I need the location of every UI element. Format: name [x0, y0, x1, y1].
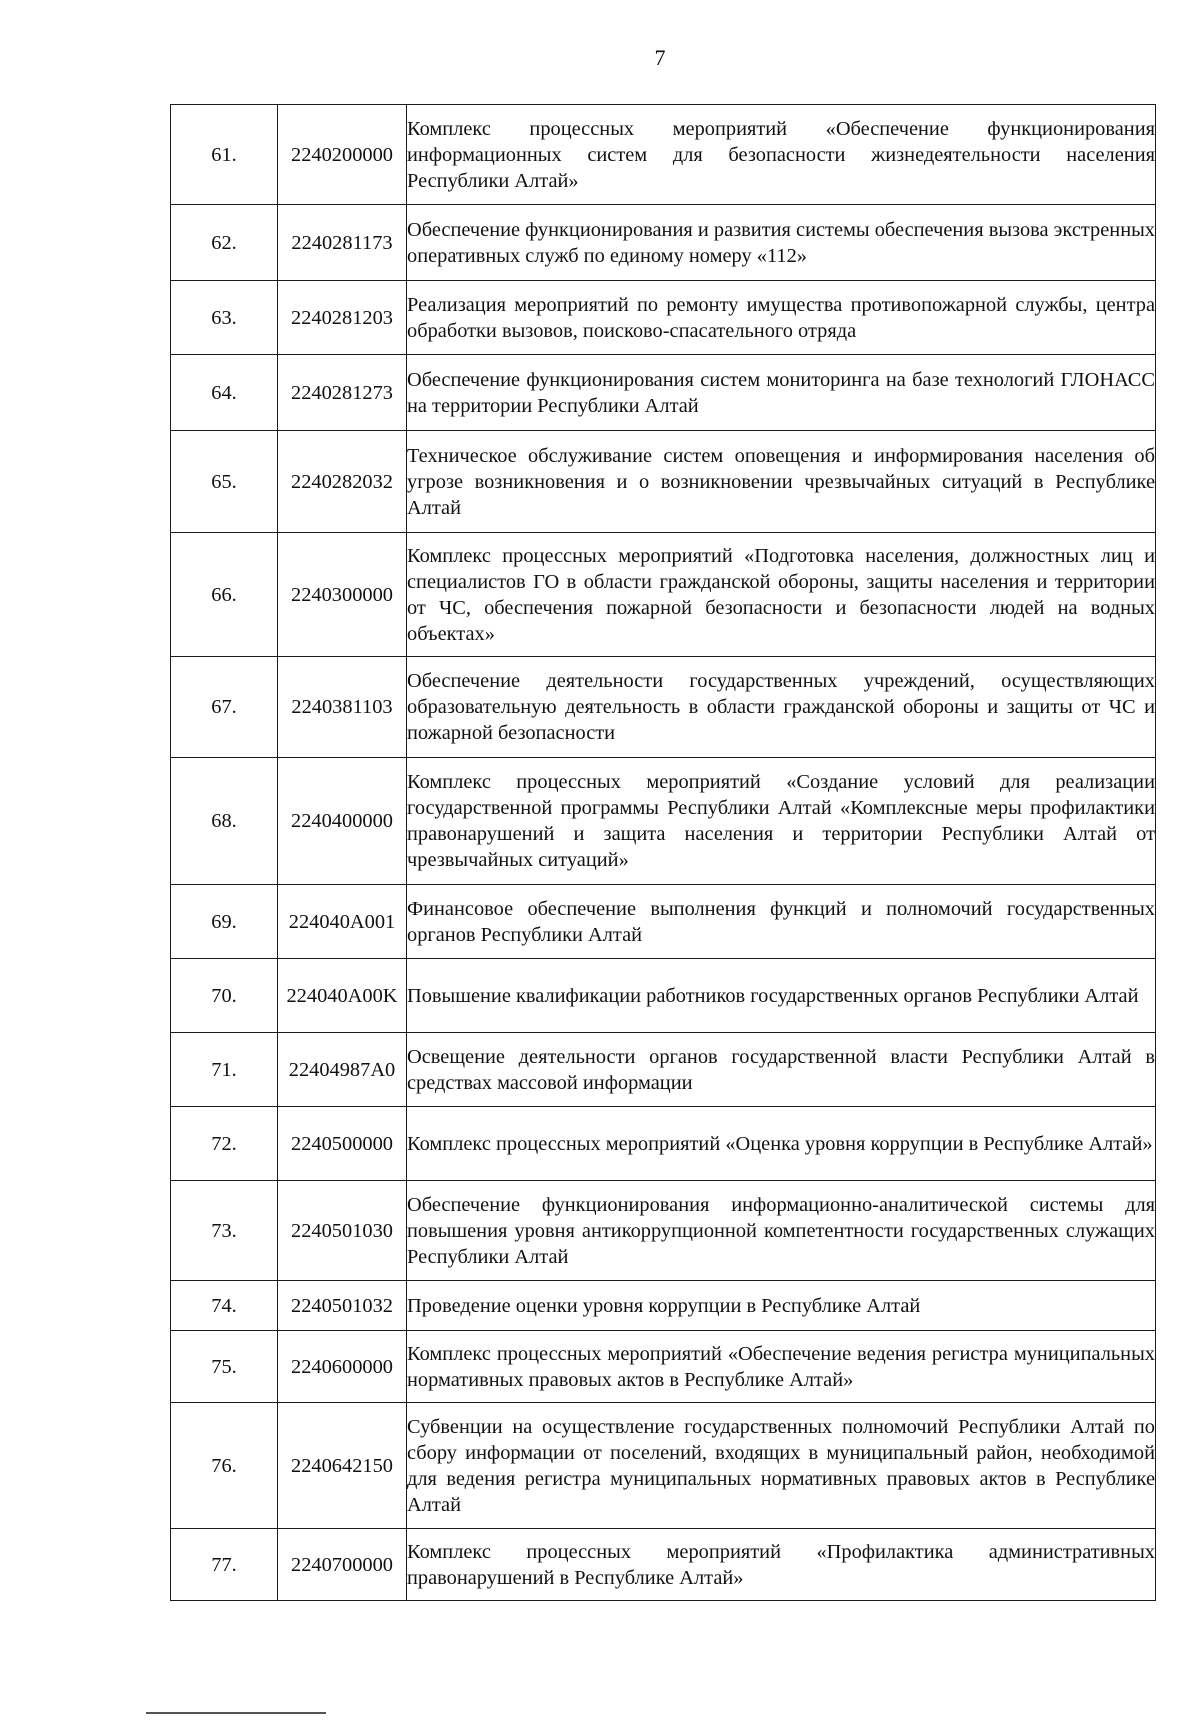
table-row: [171, 533, 1156, 657]
row-code: 22404987A0: [278, 1033, 407, 1107]
row-number: 72.: [171, 1107, 278, 1181]
row-number: 75.: [171, 1331, 278, 1403]
row-description: Комплекс процессных мероприятий «Подготовка населения, должностных лиц и специалистов ГО в области гражданской обороны, защиты населения и территории от ЧС, обеспечения пожарной безопасности и безопасности людей на водных объектах»: [407, 533, 1156, 657]
table-row: [171, 355, 1156, 431]
table-row: [171, 1033, 1156, 1107]
row-description: Комплекс процессных мероприятий «Создание условий для реализации государственной программы Республики Алтай «Комплексные меры профилактики правонарушений и защита населения и территории Республики Алтай от чрезвычайных ситуаций»: [407, 758, 1156, 885]
row-description: Комплекс процессных мероприятий «Профилактика административных правонарушений в Республике Алтай»: [407, 1529, 1156, 1601]
table-row: [171, 105, 1156, 205]
programs-table: [170, 104, 1156, 1601]
row-code: 2240500000: [278, 1107, 407, 1181]
row-description: Комплекс процессных мероприятий «Обеспечение ведения регистра муниципальных нормативных правовых актов в Республике Алтай»: [407, 1331, 1156, 1403]
row-code: 2240282032: [278, 431, 407, 533]
row-number: 69.: [171, 885, 278, 959]
table-row: [171, 758, 1156, 885]
row-description: Финансовое обеспечение выполнения функций и полномочий государственных органов Республики Алтай: [407, 885, 1156, 959]
row-description: Реализация мероприятий по ремонту имущества противопожарной службы, центра обработки вызовов, поисково-спасательного отряда: [407, 281, 1156, 355]
row-description: Техническое обслуживание систем оповещения и информирования населения об угрозе возникновения и о возникновении чрезвычайных ситуаций в Республике Алтай: [407, 431, 1156, 533]
footer-rule: [146, 1712, 326, 1714]
table-row: [171, 1331, 1156, 1403]
row-code: 2240642150: [278, 1403, 407, 1529]
table-row: [171, 205, 1156, 281]
row-description: Обеспечение функционирования информационно-аналитической системы для повышения уровня антикоррупционной компетентности государственных служащих Республики Алтай: [407, 1181, 1156, 1281]
row-description: Комплекс процессных мероприятий «Оценка уровня коррупции в Республике Алтай»: [407, 1107, 1156, 1181]
row-description: Проведение оценки уровня коррупции в Республике Алтай: [407, 1281, 1156, 1331]
table-row: [171, 657, 1156, 758]
table-row: [171, 1281, 1156, 1331]
row-code: 2240501032: [278, 1281, 407, 1331]
row-number: 67.: [171, 657, 278, 758]
row-number: 74.: [171, 1281, 278, 1331]
table-row: [171, 431, 1156, 533]
table-row: [171, 1403, 1156, 1529]
row-code: 2240281173: [278, 205, 407, 281]
row-description: Субвенции на осуществление государственных полномочий Республики Алтай по сбору информации от поселений, входящих в муниципальный район, необходимой для ведения регистра муниципальных нормативных правовых актов в Республике Алтай: [407, 1403, 1156, 1529]
table-row: [171, 281, 1156, 355]
table-body: [171, 105, 1156, 1601]
row-code: 224040A001: [278, 885, 407, 959]
page-number: 7: [654, 45, 666, 70]
row-number: 70.: [171, 959, 278, 1033]
row-code: 2240400000: [278, 758, 407, 885]
row-code: 2240281273: [278, 355, 407, 431]
table-row: [171, 1107, 1156, 1181]
row-description: Освещение деятельности органов государственной власти Республики Алтай в средствах массовой информации: [407, 1033, 1156, 1107]
row-description: Обеспечение функционирования и развития системы обеспечения вызова экстренных оперативных служб по единому номеру «112»: [407, 205, 1156, 281]
row-code: 2240381103: [278, 657, 407, 758]
row-description: Повышение квалификации работников государственных органов Республики Алтай: [407, 959, 1156, 1033]
table-row: [171, 959, 1156, 1033]
row-number: 71.: [171, 1033, 278, 1107]
table-row: [171, 885, 1156, 959]
row-code: 2240501030: [278, 1181, 407, 1281]
row-number: 76.: [171, 1403, 278, 1529]
row-number: 62.: [171, 205, 278, 281]
row-number: 68.: [171, 758, 278, 885]
row-code: 224040A00K: [278, 959, 407, 1033]
row-code: 2240600000: [278, 1331, 407, 1403]
table-row: [171, 1181, 1156, 1281]
row-description: Комплекс процессных мероприятий «Обеспечение функционирования информационных систем для безопасности жизнедеятельности населения Республики Алтай»: [407, 105, 1156, 205]
row-code: 2240700000: [278, 1529, 407, 1601]
row-description: Обеспечение функционирования систем мониторинга на базе технологий ГЛОНАСС на территории Республики Алтай: [407, 355, 1156, 431]
table-row: [171, 1529, 1156, 1601]
row-number: 65.: [171, 431, 278, 533]
row-number: 73.: [171, 1181, 278, 1281]
row-number: 64.: [171, 355, 278, 431]
row-number: 61.: [171, 105, 278, 205]
row-number: 63.: [171, 281, 278, 355]
row-number: 77.: [171, 1529, 278, 1601]
row-description: Обеспечение деятельности государственных учреждений, осуществляющих образовательную деятельность в области гражданской обороны и защиты от ЧС и пожарной безопасности: [407, 657, 1156, 758]
row-code: 2240281203: [278, 281, 407, 355]
row-number: 66.: [171, 533, 278, 657]
row-code: 2240200000: [278, 105, 407, 205]
row-code: 2240300000: [278, 533, 407, 657]
